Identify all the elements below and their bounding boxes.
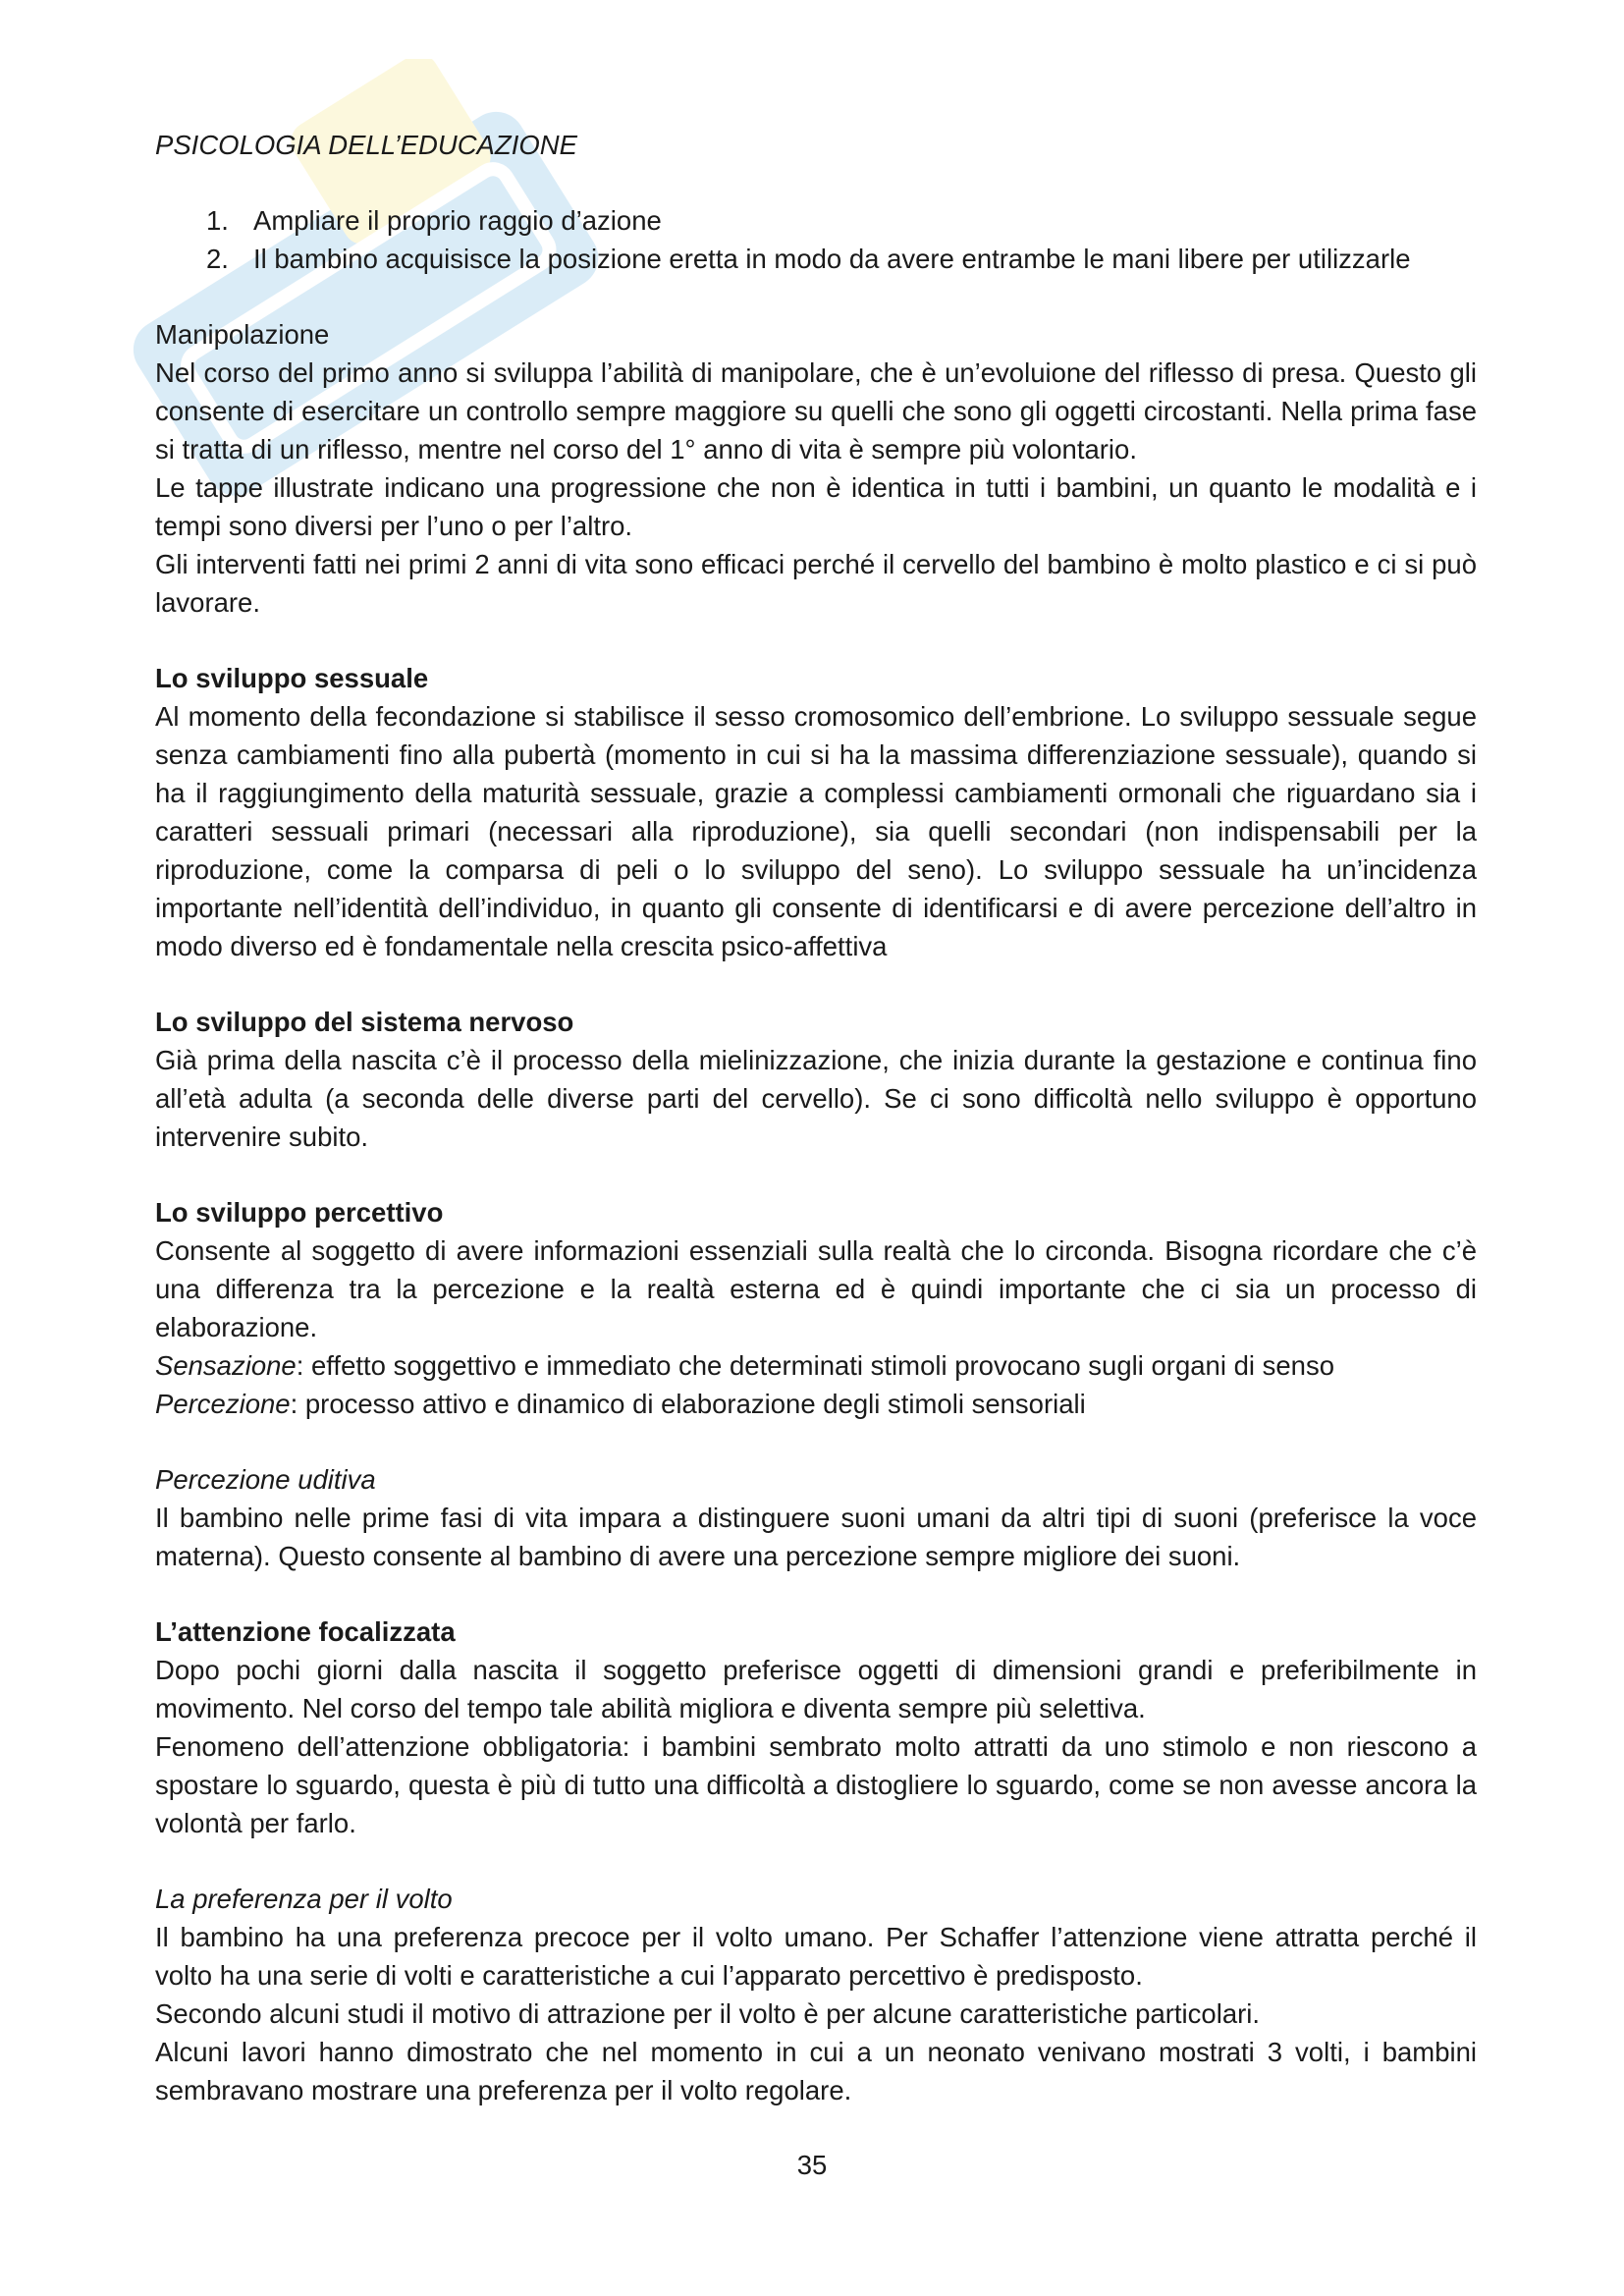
- section-manipolazione: [155, 315, 1477, 622]
- paragraph: Dopo pochi giorni dalla nascita il soggetto preferisce oggetti di dimensioni grandi e preferibilmente in movimento. Nel corso del tempo tale abilità migliora e diventa sempre più selettiva.: [155, 1655, 1477, 1723]
- definition-sensazione: [155, 1346, 1477, 1385]
- paragraph: Gli interventi fatti nei primi 2 anni di vita sono efficaci perché il cervello del bambino è molto plastico e ci si può lavorare.: [155, 549, 1477, 618]
- section-preferenza-volto: [155, 1880, 1477, 2109]
- section-sistema-nervoso: [155, 1003, 1477, 1156]
- list-number: 1.: [206, 205, 229, 236]
- section-heading: L’attenzione focalizzata: [155, 1616, 456, 1647]
- definition: : effetto soggettivo e immediato che determinati stimoli provocano sugli organi di senso: [296, 1350, 1335, 1381]
- section-attenzione-focalizzata: [155, 1613, 1477, 1842]
- paragraph: Nel corso del primo anno si sviluppa l’abilità di manipolare, che è un’evoluione del riflesso di presa. Questo gli consente di esercitare un controllo sempre maggiore su quelli che sono gli oggetti circostanti. Nella prima fase si tratta di un riflesso, mentre nel corso del 1° anno di vita è sempre più volontario.: [155, 357, 1477, 465]
- section-heading: Lo sviluppo sessuale: [155, 663, 429, 693]
- paragraph: Al momento della fecondazione si stabilisce il sesso cromosomico dell’embrione. Lo sviluppo sessuale segue senza cambiamenti fino alla pubertà (momento in cui si ha la massima differenziazione sessuale), quando si ha il raggiungimento della maturità sessuale, grazie a complessi cambiamenti ormonali che riguardano sia i caratteri sessuali primari (necessari alla riproduzione), sia quelli secondari (non indispensabili per la riproduzione, come la comparsa di peli o lo sviluppo del seno). Lo sviluppo sessuale ha un’incidenza importante nell’identità dell’individuo, in quanto gli consente di identificarsi e di avere percezione dell’altro in modo diverso ed è fondamentale nella crescita psico-affettiva: [155, 701, 1477, 961]
- section-heading: La preferenza per il volto: [155, 1884, 453, 1914]
- paragraph: Già prima della nascita c’è il processo della mielinizzazione, che inizia durante la gestazione e continua fino all’età adulta (a seconda delle diverse parti del cervello). Se ci sono difficoltà nello sviluppo è opportuno intervenire subito.: [155, 1045, 1477, 1152]
- list-item: [155, 201, 1477, 240]
- section-sviluppo-percettivo: [155, 1193, 1477, 1423]
- page-number: 35: [796, 2150, 828, 2180]
- paragraph: Fenomeno dell’attenzione obbligatoria: i bambini sembrato molto attratti da uno stimolo e non riescono a spostare lo sguardo, questa è più di tutto una difficoltà a distogliere lo sguardo, come se non avesse ancora la volontà per farlo.: [155, 1731, 1477, 1838]
- paragraph: Il bambino nelle prime fasi di vita impara a distinguere suoni umani da altri tipi di suoni (preferisce la voce materna). Questo consente al bambino di avere una percezione sempre migliore dei suoni.: [155, 1503, 1477, 1571]
- paragraph: Consente al soggetto di avere informazioni essenziali sulla realtà che lo circonda. Bisogna ricordare che c’è una differenza tra la percezione e la realtà esterna ed è quindi importante che ci sia un processo di elaborazione.: [155, 1235, 1477, 1342]
- paragraph: Alcuni lavori hanno dimostrato che nel momento in cui a un neonato venivano mostrati 3 volti, i bambini sembravano mostrare una preferenza per il volto regolare.: [155, 2037, 1477, 2105]
- paragraph: Secondo alcuni studi il motivo di attrazione per il volto è per alcune caratteristiche particolari.: [155, 1998, 1261, 2029]
- list-text: Ampliare il proprio raggio d’azione: [253, 205, 662, 236]
- term: Percezione: [155, 1389, 291, 1419]
- document-page: [155, 126, 1477, 2147]
- list-number: 2.: [206, 244, 229, 274]
- section-heading: Percezione uditiva: [155, 1464, 376, 1495]
- definition: : processo attivo e dinamico di elaborazione degli stimoli sensoriali: [290, 1389, 1086, 1419]
- term: Sensazione: [155, 1350, 297, 1381]
- document-title: PSICOLOGIA DELL’EDUCAZIONE: [155, 130, 577, 160]
- section-percezione-uditiva: [155, 1460, 1477, 1575]
- paragraph: Il bambino ha una preferenza precoce per il volto umano. Per Schaffer l’attenzione viene attratta perché il volto ha una serie di volti e caratteristiche a cui l’apparato percettivo è predisposto.: [155, 1922, 1477, 1991]
- definition-percezione: [155, 1385, 1477, 1423]
- section-heading: Lo sviluppo percettivo: [155, 1197, 444, 1228]
- section-heading: Lo sviluppo del sistema nervoso: [155, 1007, 574, 1037]
- paragraph: Le tappe illustrate indicano una progressione che non è identica in tutti i bambini, un quanto le modalità e i tempi sono diversi per l’uno o per l’altro.: [155, 472, 1477, 541]
- section-heading: Manipolazione: [155, 319, 330, 350]
- section-sviluppo-sessuale: [155, 659, 1477, 965]
- list-item: [155, 240, 1477, 278]
- numbered-list: [155, 201, 1477, 278]
- list-text: Il bambino acquisisce la posizione eretta in modo da avere entrambe le mani libere per utilizzarle: [253, 244, 1411, 274]
